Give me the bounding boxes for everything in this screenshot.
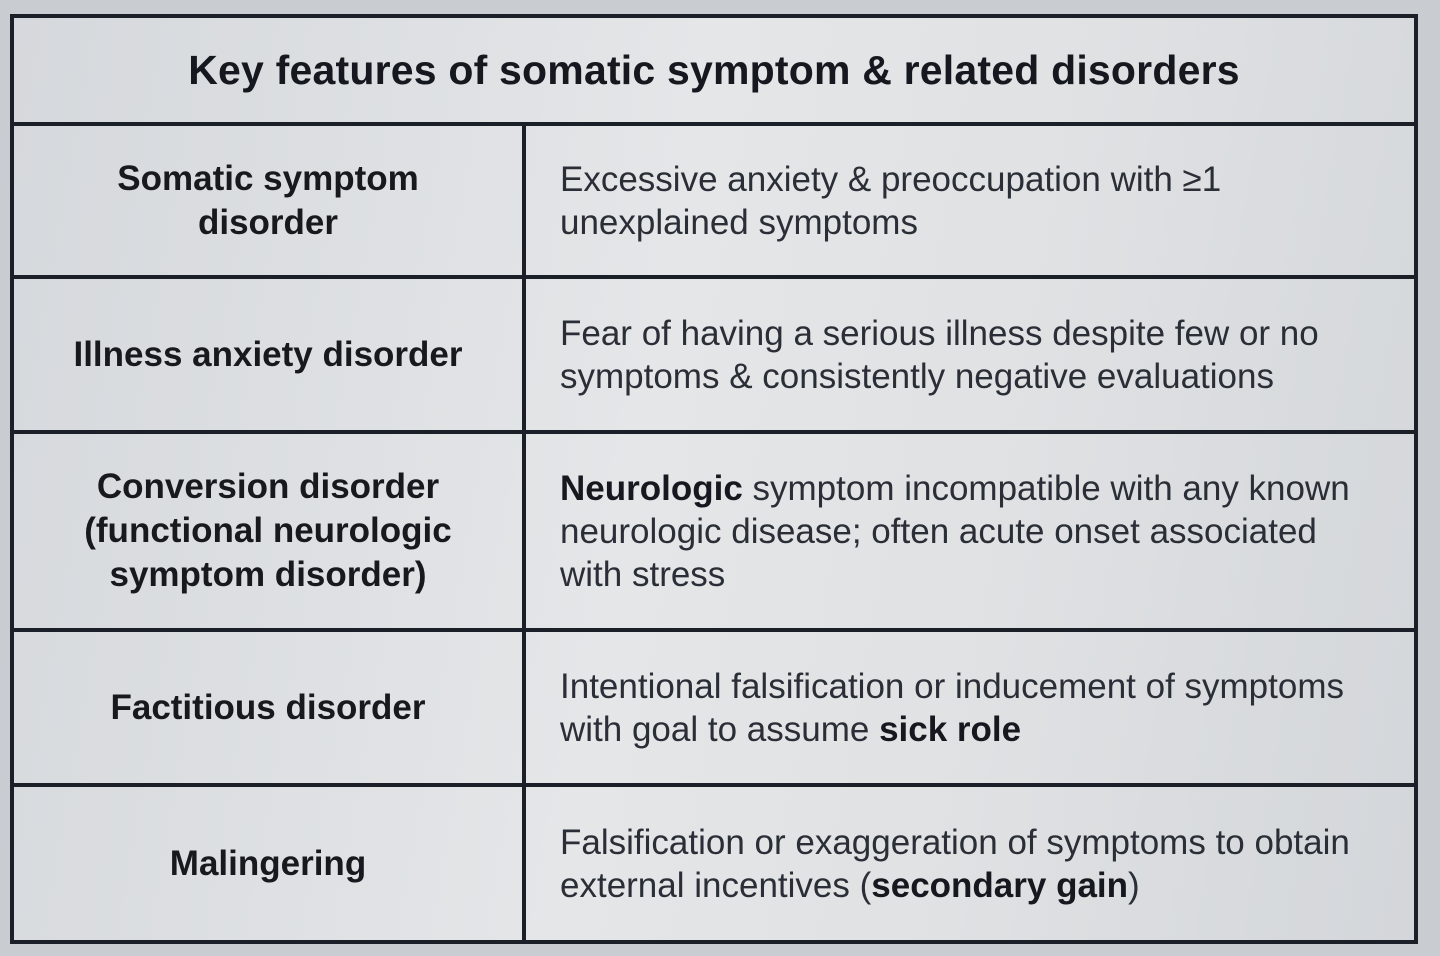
table-row-somatic-symptom (14, 126, 1414, 279)
table-row-illness-anxiety (14, 279, 1414, 434)
description-cell (526, 434, 1414, 628)
description-segment: symptom incompatible with any known neurologic disease; often acute onset associated with stress (560, 468, 1350, 594)
description-emphasis: sick role (879, 709, 1022, 749)
table-row-factitious (14, 632, 1414, 787)
description-cell (526, 126, 1414, 275)
table-header (14, 18, 1414, 126)
description-segment: Intentional falsification or inducement of symptoms with goal to assume (560, 666, 1344, 749)
description-segment: Falsification or exaggeration of symptoms to obtain external incentives ( (560, 822, 1350, 905)
description-segment: Fear of having a serious illness despite few or no symptoms & consistently negative evaluations (560, 313, 1319, 396)
description-text (560, 158, 1384, 244)
description-cell (526, 787, 1414, 940)
description-cell (526, 279, 1414, 430)
term-cell: Factitious disorder (14, 632, 526, 783)
table-row-conversion (14, 434, 1414, 632)
term-cell: Conversion disorder (functional neurologic symptom disorder) (14, 434, 526, 628)
table-row-malingering (14, 787, 1414, 940)
description-text (560, 467, 1384, 596)
term-cell: Malingering (14, 787, 526, 940)
description-segment: ) (1128, 865, 1140, 905)
description-emphasis: secondary gain (871, 865, 1129, 905)
description-emphasis: Neurologic (560, 468, 743, 508)
description-text (560, 821, 1384, 907)
disorders-table (10, 14, 1418, 944)
description-segment: Excessive anxiety & preoccupation with ≥1 unexplained symptoms (560, 159, 1222, 242)
term-cell: Illness anxiety disorder (14, 279, 526, 430)
description-cell (526, 632, 1414, 783)
description-text (560, 665, 1384, 751)
table-title: Key features of somatic symptom & related disorders (188, 46, 1240, 93)
term-cell: Somatic symptom disorder (14, 126, 526, 275)
description-text (560, 312, 1384, 398)
